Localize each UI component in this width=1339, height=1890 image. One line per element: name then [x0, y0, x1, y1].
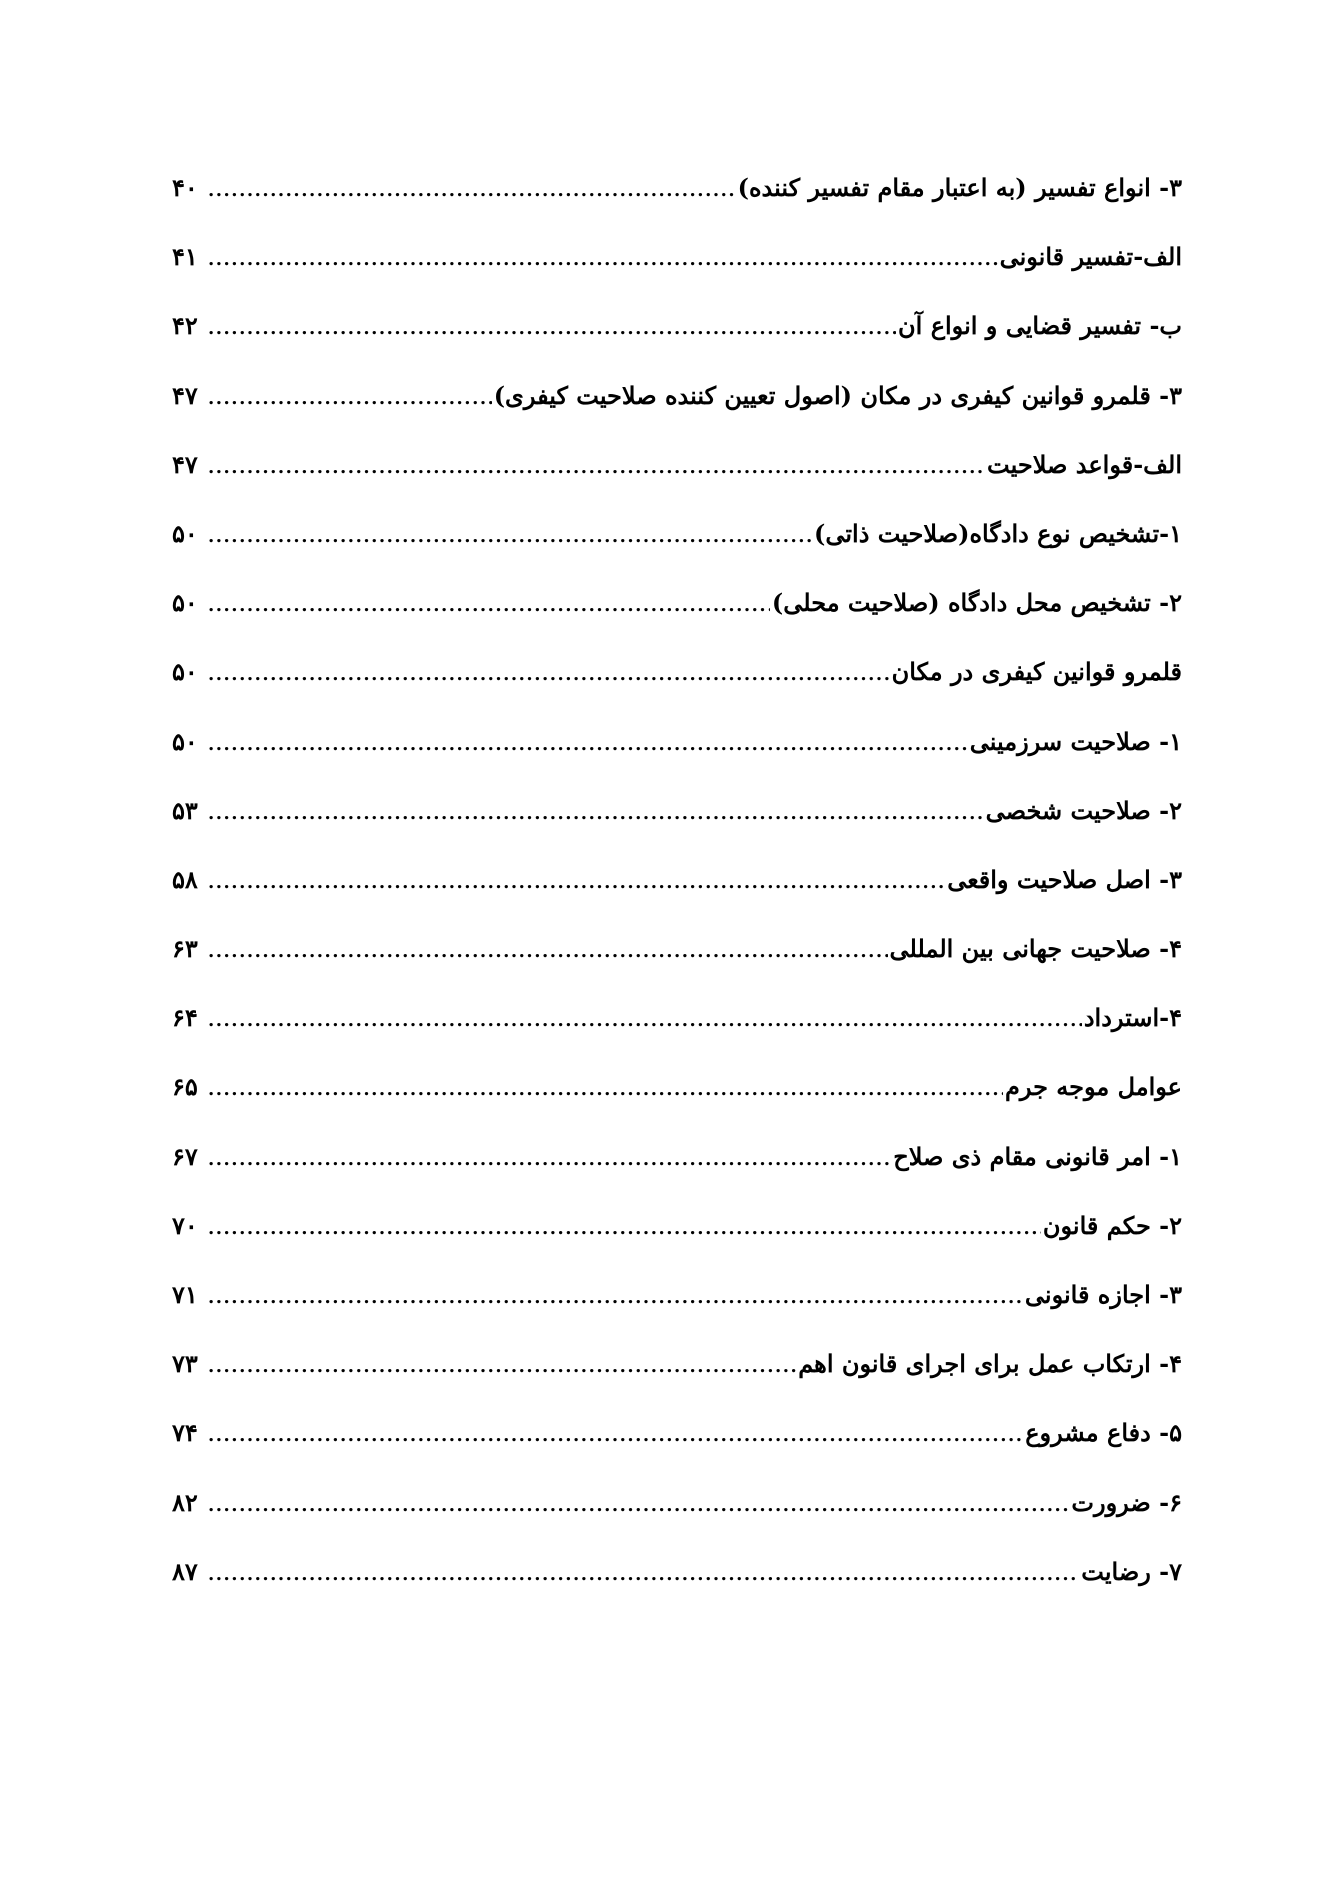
toc-entry-page: ۶۴ [172, 1003, 198, 1033]
toc-dot-leader [208, 1151, 891, 1169]
toc-dot-leader [208, 1427, 1023, 1445]
toc-entry-title: عوامل موجه جرم [1004, 1072, 1182, 1102]
toc-dot-leader [208, 943, 888, 961]
toc-entry-title: قلمرو قوانین کیفری در مکان [891, 657, 1182, 687]
toc-dot-leader [208, 1012, 1082, 1030]
toc-dot-leader [208, 666, 890, 684]
toc-entry-page: ۵۳ [172, 795, 198, 825]
toc-entry-title: ۲- تشخیص محل دادگاه (صلاحیت محلی) [771, 588, 1182, 618]
toc-entry[interactable] [172, 1280, 1182, 1352]
toc-entry-title: ۴- صلاحیت جهانی بین المللی [889, 934, 1182, 964]
toc-dot-leader [208, 1289, 1023, 1307]
toc-entry[interactable] [172, 1210, 1182, 1283]
toc-entry-title: ۳- اصل صلاحیت واقعی [947, 864, 1182, 894]
toc-entry-title: ۱- امر قانونی مقام ذی صلاح [893, 1141, 1182, 1171]
toc-entry-title: الف-قواعد صلاحیت [987, 449, 1182, 479]
toc-entry[interactable] [172, 173, 1182, 245]
toc-entry[interactable] [172, 1418, 1182, 1490]
toc-entry[interactable] [172, 1072, 1182, 1144]
toc-dot-leader [208, 1220, 1041, 1238]
toc-entry[interactable] [172, 1003, 1182, 1075]
toc-dot-leader [208, 182, 736, 200]
toc-entry-page: ۵۸ [172, 864, 198, 894]
toc-entry-page: ۴۲ [172, 311, 198, 341]
toc-dot-leader [208, 1358, 796, 1376]
toc-dot-leader [208, 1081, 1003, 1099]
toc-entry-title: ۱-تشخیص نوع دادگاه(صلاحیت ذاتی) [814, 518, 1182, 548]
toc-dot-leader [208, 874, 945, 892]
toc-entry[interactable] [172, 657, 1182, 729]
toc-entry-title: ۳- اجازه قانونی [1024, 1280, 1182, 1309]
toc-dot-leader [208, 251, 998, 269]
toc-entry[interactable] [172, 242, 1182, 314]
toc-dot-leader [208, 597, 770, 615]
toc-dot-leader [208, 390, 492, 408]
toc-entry-page: ۸۷ [172, 1556, 198, 1586]
toc-entry-title: ۳- قلمرو قوانین کیفری در مکان (اصول تعیین کننده صلاحیت کیفری) [493, 380, 1182, 410]
toc-entry-page: ۶۳ [172, 934, 198, 964]
toc-entry-title: ۱- صلاحیت سرزمینی [969, 726, 1182, 756]
toc-entry-page: ۴۷ [172, 380, 198, 410]
toc-entry[interactable] [172, 864, 1182, 937]
toc-entry-page: ۶۵ [172, 1072, 198, 1102]
toc-entry-title: الف-تفسیر قانونی [999, 242, 1182, 272]
toc-entry-title: ۷- رضایت [1081, 1556, 1182, 1586]
table-of-contents [172, 173, 1182, 1629]
toc-entry[interactable] [172, 726, 1182, 799]
toc-dot-leader [208, 736, 968, 754]
toc-entry-page: ۵۰ [172, 726, 198, 756]
toc-entry-page: ۷۰ [172, 1210, 198, 1240]
toc-entry-title: ۶- ضرورت [1071, 1487, 1182, 1517]
toc-entry-title: ۴- ارتکاب عمل برای اجرای قانون اهم [798, 1349, 1182, 1379]
toc-dot-leader [208, 1497, 1069, 1515]
toc-entry-title: ۴-استرداد [1083, 1003, 1182, 1033]
toc-entry[interactable] [172, 1556, 1182, 1629]
toc-entry[interactable] [172, 588, 1182, 660]
toc-dot-leader [208, 528, 812, 546]
toc-entry-page: ۴۰ [172, 173, 198, 202]
toc-entry[interactable] [172, 1487, 1182, 1560]
toc-entry-page: ۵۰ [172, 518, 198, 548]
toc-entry[interactable] [172, 311, 1182, 383]
toc-entry-page: ۷۱ [172, 1280, 198, 1309]
toc-entry-title: ۲- صلاحیت شخصی [985, 795, 1182, 825]
toc-entry-title: ۵- دفاع مشروع [1025, 1418, 1182, 1448]
toc-entry[interactable] [172, 1349, 1182, 1421]
toc-entry[interactable] [172, 449, 1182, 522]
toc-dot-leader [208, 459, 985, 477]
toc-dot-leader [208, 805, 984, 823]
toc-entry-page: ۴۱ [172, 242, 198, 272]
toc-entry[interactable] [172, 1141, 1182, 1214]
toc-entry-page: ۸۲ [172, 1487, 198, 1517]
toc-entry-title: ۳- انواع تفسیر (به اعتبار مقام تفسیر کننده) [737, 173, 1182, 202]
toc-entry[interactable] [172, 380, 1182, 453]
toc-dot-leader [208, 1566, 1079, 1584]
toc-entry-page: ۴۷ [172, 449, 198, 479]
toc-entry[interactable] [172, 795, 1182, 868]
toc-entry-page: ۵۰ [172, 588, 198, 618]
toc-entry-page: ۷۳ [172, 1349, 198, 1379]
toc-entry-page: ۷۴ [172, 1418, 198, 1448]
toc-entry[interactable] [172, 934, 1182, 1006]
toc-entry-title: ۲- حکم قانون [1042, 1210, 1182, 1240]
toc-dot-leader [208, 320, 896, 338]
toc-entry-page: ۵۰ [172, 657, 198, 687]
toc-entry-page: ۶۷ [172, 1141, 198, 1171]
toc-entry-title: ب- تفسیر قضایی و انواع آن [898, 311, 1182, 341]
toc-entry[interactable] [172, 518, 1182, 591]
